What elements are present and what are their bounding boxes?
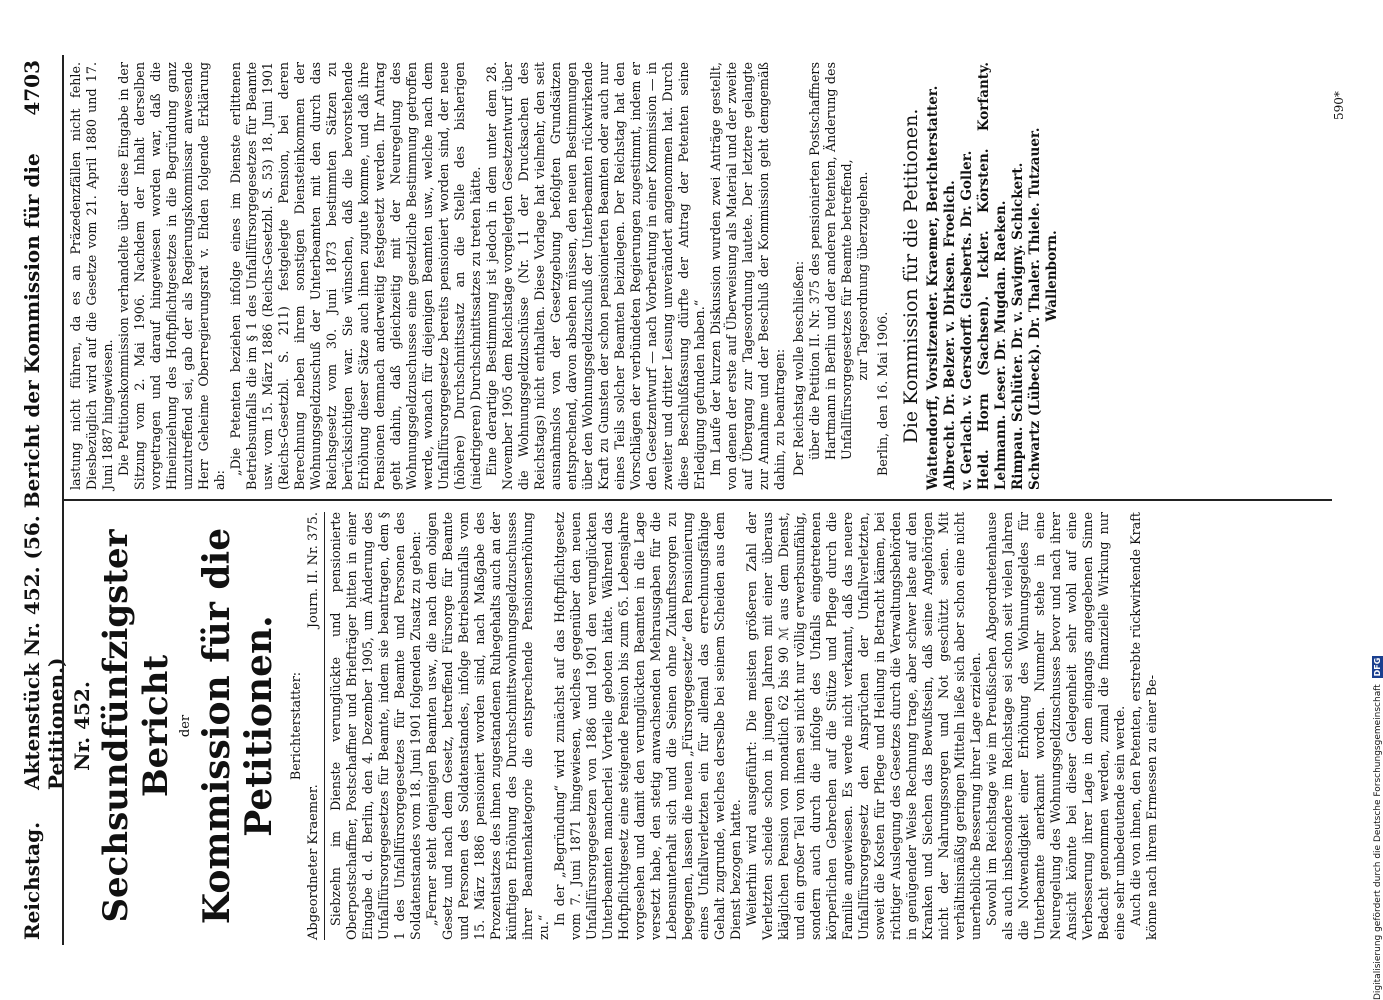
member-list — [925, 62, 1061, 490]
journal-ref: Journ. II. Nr. 375. — [306, 512, 321, 629]
rapporteur-name: Abgeordneter Kraemer. — [306, 784, 321, 940]
page-number: 4703 — [20, 60, 44, 116]
digitization-text: Digitalisierung gefördert durch die Deutsche Forschungsgemeinschaft — [1373, 684, 1383, 1000]
member-line: Held. Horn (Sachsen). Ickler. Körsten. Korfanty. Lehmann. Leser. Dr. Mugdan. Raeken. — [976, 62, 1009, 490]
paragraph: Sowohl im Reichstage wie im Preußischen Abgeordnetenhause als auch insbesondere im Reichstage sei schon seit vielen Jahren die Notwendigkeit einer Erhöhung des Wohnungsgeldes für Unterbeamte anerkannt worden. Nunmehr stehe in eine Neuregelung des Wohnungsgeldzuschusses bevor und nach ihrer Ansicht könnte bei dieser Gelegenheit sehr wohl auf eine Verbesserung ihrer Lage in dem eingangs angegebenen Sinne Bedacht genommen werden, zumal die finanzielle Wirkung nur eine sehr unbedeutende sein werde. — [984, 512, 1127, 940]
commission-signature-head: Die Kommission für die Petitionen. — [900, 108, 922, 444]
reference-line — [304, 512, 325, 940]
digitization-note — [1372, 0, 1383, 1000]
resolution-intro: Der Reichstag wolle beschließen: — [791, 260, 806, 476]
right-column — [68, 62, 1061, 490]
rapporteur-label: Berichterstatter: — [288, 671, 303, 781]
paragraph: „Ferner steht denjenigen Beamten usw., die nach dem obigen Gesetz und nach dem Gesetz, betreffend Fürsorge für Beamte und Personen des Soldatenstandes, infolge Betriebsunfalls vom 15. März 1886 pensioniert worden sind, nach Maßgabe des Prozentsatzes des ihnen zugestandenen Ruhegehalts auch an der künftigen Erhöhung des Durchschnittswohnungsgeldzuschusses ihrer Beamtenkategorie die entsprechende Pensionserhöhung zu.“ — [424, 512, 551, 940]
paragraph: In der „Begründung“ wird zunächst auf das Hoftpflichtgesetz vom 7. Juni 1871 hingewiesen, welches gegenüber den neuen Unfallfürsorgegesetzen von 1886 und 1901 den verunglückten Unterbeamten mancherlei Vorteile geboten hätte. Während das Hoftpflichtgesetz eine steigende Pension bis zum 65. Lebensjahre vorgesehen und damit den verunglückten Beamten in die Lage versetzt habe, den stetig anwachsenden Mehrausgaben für die Lebensunterhalt sich und die Seinen ohne Zukunftssorgen zu begegnen, lassen die neuen „Fürsorgegesetze“ den Pensionierung eines Unfallverletzten ein für allemal das errechnungsfähige Gehalt zugrunde, welches derselbe bei seinem Scheiden aus dem Dienst bezogen hatte. — [552, 512, 743, 940]
member-line: Wallenborn. — [1044, 230, 1060, 322]
member-line: v. Gerlach. v. Gersdorff. Giesberts. Dr. Goller. — [959, 150, 975, 490]
left-column — [68, 512, 1160, 940]
paragraph: Siebzehn im Dienste verunglückte und pensionierte Oberpostschaffner, Postschaffner und Briefträger bitten in einer Eingabe d. d. Berlin, den 4. Dezember 1905, um Änderung des Unfallfürsorgegesetzes für Beamte, indem sie beantragen, dem § 1 des Unfallfürsorgegesetzes für Beamte und Personen des Soldatenstandes vom 18. Juni 1901 folgenden Zusatz zu geben: — [328, 512, 423, 940]
footer-number: 590* — [1332, 91, 1346, 120]
document-number: Nr. 452. — [70, 681, 94, 771]
commission-title: Kommission für die Petitionen. — [196, 527, 280, 925]
header-center: Aktenstück Nr. 452. (56. Bericht der Kommission für die Petitionen.) — [20, 153, 68, 790]
header-left: Reichstag. — [20, 821, 44, 940]
dfg-logo: DFG — [1373, 657, 1382, 677]
member-line: Rimpau. Schlüter. Dr. v. Savigny. Schickert. — [1010, 162, 1026, 490]
report-title: Sechsundfünfzigster Bericht — [96, 529, 176, 923]
member-line: Wattendorff, Vorsitzender. Kraemer, Berichterstatter. — [925, 85, 941, 490]
column-divider — [62, 499, 1332, 501]
paragraph: Die Petitionskommission verhandelte über diese Eingabe in der Sitzung vom 2. Mai 1906. Nachdem der Inhalt derselben vorgetragen und darauf hingewiesen worden war, daß die Hineinziehung des Hoftpflichtgesetzes in die Begründung ganz unzutreffend sei, gab der als Regierungskommissar anwesende Herr Geheime Oberregierungsrat v. Ehden folgende Erklärung ab: — [116, 62, 227, 490]
paragraph: Im Laufe der kurzen Diskussion wurden zwei Anträge gestellt, von denen der erste auf Überweisung als Material und der zweite auf Übergang zur Tagesordnung lautete. Der letztere gelangte zur Annahme und der Beschluß der Kommission geht demgemäß dahin, zu beantragen: — [708, 62, 787, 490]
paragraph: lastung nicht führen, da es an Präzedenzfällen nicht fehle. Diesbezüglich wird auf die Gesetze vom 21. April 1880 und 17. Juni 1887 hingewiesen. — [68, 62, 115, 490]
title-der: der — [178, 714, 193, 738]
paragraph: Weiterhin wird ausgeführt: Die meisten größeren Zahl der Verletzten scheide schon in jungen Jahren mit einer überaus kläglichen Pension von monatlich 62 bis 90 ℳ aus dem Dienst, und ein großer Teil von ihnen sei nicht nur völlig erwerbsunfähig, sondern auch durch die infolge des Unfalls eingetretenen körperlichen Gebrechen auf die Stütze und Pflege durch die Familie angewiesen. Es werde nicht verkannt, daß das neuere Unfallfürsorgegesetz den Ansprüchen der Unfallverletzten, soweit die Kosten für Pflege und Heilung in Betracht kämen, bei richtiger Auslegung des Gesetzes durch die Verwaltungsbehörden in genügender Weise Rechnung trage, aber schwer laste auf den Kranken und Siechen das Bewußtsein, daß seine Angehörigen nicht der Nahrungssorgen und Not geschützt seien. Mit verhältnismäßig geringen Mitteln ließe sich aber schon eine nicht unerhebliche Besserung ihrer Lage erzielen. — [744, 512, 983, 940]
member-line: Albrecht. Dr. Belzer. v. Dirksen. Froelich. — [942, 180, 958, 490]
running-header — [14, 60, 68, 940]
date-line: Berlin, den 16. Mai 1906. — [875, 311, 890, 476]
paragraph: „Die Petenten beziehen infolge eines im Dienste erlittenen Betriebsunfalls die im § 1 des Unfallfürsorgegesetzes für Beamte usw. vom 15. März 1886 (Reichs-Gesetzbl. S. 53) 18. Juni 1901 (Reichs-Gesetzbl. S. 211) festgelegte Pension, bei deren Berechnung neben ihrem sonstigen Diensteinkommen der Wohnungsgeldzuschuß der Unterbeamten mit den durch das Reichsgesetz vom 30. Juni 1873 bestimmten Sätzen zu berücksichtigen war. Sie wünschen, daß die bevorstehende Erhöhung dieser Sätze auch ihnen zugute komme, und daß ihre Pensionen demnach anderweitig festgesetzt werden. Ihr Antrag geht dahin, daß gleichzeitig mit der Neuregelung des Wohnungsgeldzuschusses eine gesetzliche Bestimmung getroffen werde, wonach für diejenigen Beamten usw., welche nach dem Unfallfürsorgegesetze bereits pensioniert worden sind, der neue (höhere) Durchschnittssatz an die Stelle des bisherigen (niedrigeren) Durchschnittssatzes zu treten hätte. — [228, 62, 483, 490]
paragraph: Eine derartige Bestimmung ist jedoch in dem unter dem 28. November 1905 dem Reichstage vorgelegten Gesetzentwurf über die Wohnungsgeldzuschüsse (Nr. 11 der Drucksachen des Reichstags) nicht enthalten. Diese Vorlage hat vielmehr, den seit ausnahmslos von der Gesetzgebung befolgten Grundsätzen entsprechend, davon absehen müssen, den neuen Bestimmungen über den Wohnungsgeldzuschuß der Unterbeamten rückwirkende Kraft zu Gunsten der schon pensionierten Beamten oder auch nur eines Teils solcher Beamten beizulegen. Der Reichstag hat den Vorschlägen der verbündeten Regierungen zugestimmt, indem er den Gesetzentwurf — nach Vorberatung in einer Kommission — in zweiter und dritter Lesung unverändert angenommen hat. Durch diese Beschlußfassung dürfte der Antrag der Petenten seine Erledigung gefunden haben.“ — [484, 62, 707, 490]
resolution-end: zur Tagesordnung überzugehen. — [855, 171, 870, 381]
resolution-body: über die Petition II. Nr. 375 des pensionierten Postschaffners Hartmann in Berlin und der anderen Petenten, Änderung des Unfallfürsorgegesetzes für Beamte betreffend, — [807, 62, 854, 460]
paragraph: Auch die von ihnen, den Petenten, erstrebte rückwirkende Kraft könne nach ihrem Ermessen zu einer Be- — [1128, 512, 1159, 940]
member-line: Schwartz (Lübeck). Dr. Thaler. Thiele. Tutzauer. — [1027, 127, 1043, 490]
